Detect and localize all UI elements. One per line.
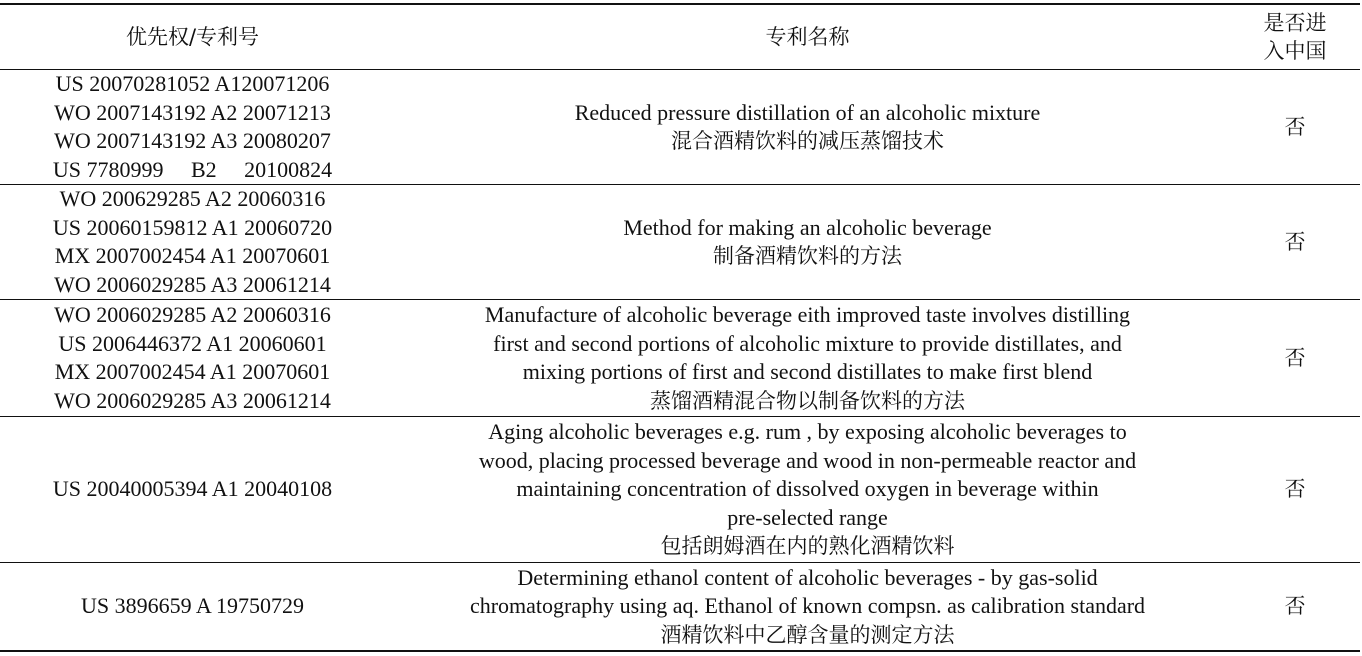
patent-title-zh: 酒精饮料中乙醇含量的测定方法 (660, 622, 955, 647)
patent-number: US 20060159812 A1 20060720 (52, 214, 333, 240)
patent-title-en: Manufacture of alcoholic beverage eith improved taste involves distilling (484, 302, 1131, 327)
table-row (0, 563, 1360, 651)
patent-title-cell (385, 417, 1230, 563)
patent-title-en: wood, placing processed beverage and wood in non-permeable reactor and (478, 447, 1137, 473)
patent-number: US 20040005394 A1 20040108 (52, 476, 333, 502)
patent-number: WO 2006029285 A3 20061214 (54, 387, 331, 413)
patent-table (0, 3, 1360, 652)
table-row (0, 185, 1360, 300)
patent-number: WO 2007143192 A3 20080207 (54, 128, 331, 153)
patent-title-cell (385, 185, 1230, 300)
patent-number: US 2006446372 A1 20060601 (58, 330, 327, 356)
patent-title-en: pre-selected range (727, 504, 888, 530)
patent-title-en: Aging alcoholic beverages e.g. rum , by exposing alcoholic beverages to (488, 419, 1127, 445)
patent-number-cell (0, 70, 385, 185)
enter-china-value: 否 (1230, 70, 1360, 185)
patent-title-cell (385, 563, 1230, 651)
patent-number: WO 2006029285 A2 20060316 (54, 302, 331, 327)
header-patent-no: 优先权/专利号 (0, 4, 385, 70)
table-row (0, 417, 1360, 563)
enter-china-value: 否 (1230, 417, 1360, 563)
patent-number: MX 2007002454 A1 20070601 (54, 359, 331, 384)
table-row (0, 300, 1360, 417)
patent-title-en: Method for making an alcoholic beverage (623, 214, 992, 240)
patent-title-cell (385, 70, 1230, 185)
enter-china-value: 否 (1230, 185, 1360, 300)
patent-table-container (0, 3, 1360, 652)
patent-number-cell (0, 563, 385, 651)
patent-title-en: mixing portions of first and second distillates to make first blend (522, 359, 1093, 384)
patent-number: US 3896659 A 19750729 (80, 593, 305, 618)
header-enter-china-line1: 是否进 (1263, 11, 1327, 35)
patent-title-en: chromatography using aq. Ethanol of known compsn. as calibration standard (469, 593, 1146, 618)
patent-number: WO 200629285 A2 20060316 (59, 186, 326, 211)
patent-title-zh: 混合酒精饮料的减压蒸馏技术 (671, 129, 944, 153)
patent-number: MX 2007002454 A1 20070601 (54, 243, 331, 268)
header-enter-china-line2: 入中国 (1263, 39, 1327, 63)
patent-title-zh: 制备酒精饮料的方法 (713, 244, 902, 268)
enter-china-value: 否 (1230, 563, 1360, 651)
patent-number-cell (0, 300, 385, 417)
patent-title-en: Determining ethanol content of alcoholic beverages - by gas-solid (517, 564, 1098, 590)
patent-number: WO 2007143192 A2 20071213 (54, 99, 331, 125)
header-row (0, 4, 1360, 70)
table-row (0, 70, 1360, 185)
patent-title-en: first and second portions of alcoholic mixture to provide distillates, and (493, 330, 1122, 356)
patent-number-cell (0, 417, 385, 563)
patent-title-en: Reduced pressure distillation of an alcoholic mixture (574, 99, 1041, 125)
patent-title-en: maintaining concentration of dissolved oxygen in beverage within (516, 476, 1099, 502)
patent-number-cell (0, 185, 385, 300)
patent-number: WO 2006029285 A3 20061214 (54, 271, 331, 297)
patent-number: US 7780999 B2 20100824 (52, 156, 333, 182)
patent-title-zh: 包括朗姆酒在内的熟化酒精饮料 (660, 534, 955, 559)
header-enter-china (1230, 4, 1360, 70)
patent-title-zh: 蒸馏酒精混合物以制备饮料的方法 (650, 388, 965, 413)
header-patent-name: 专利名称 (385, 4, 1230, 70)
patent-title-cell (385, 300, 1230, 417)
patent-number: US 20070281052 A120071206 (55, 71, 330, 96)
enter-china-value: 否 (1230, 300, 1360, 417)
